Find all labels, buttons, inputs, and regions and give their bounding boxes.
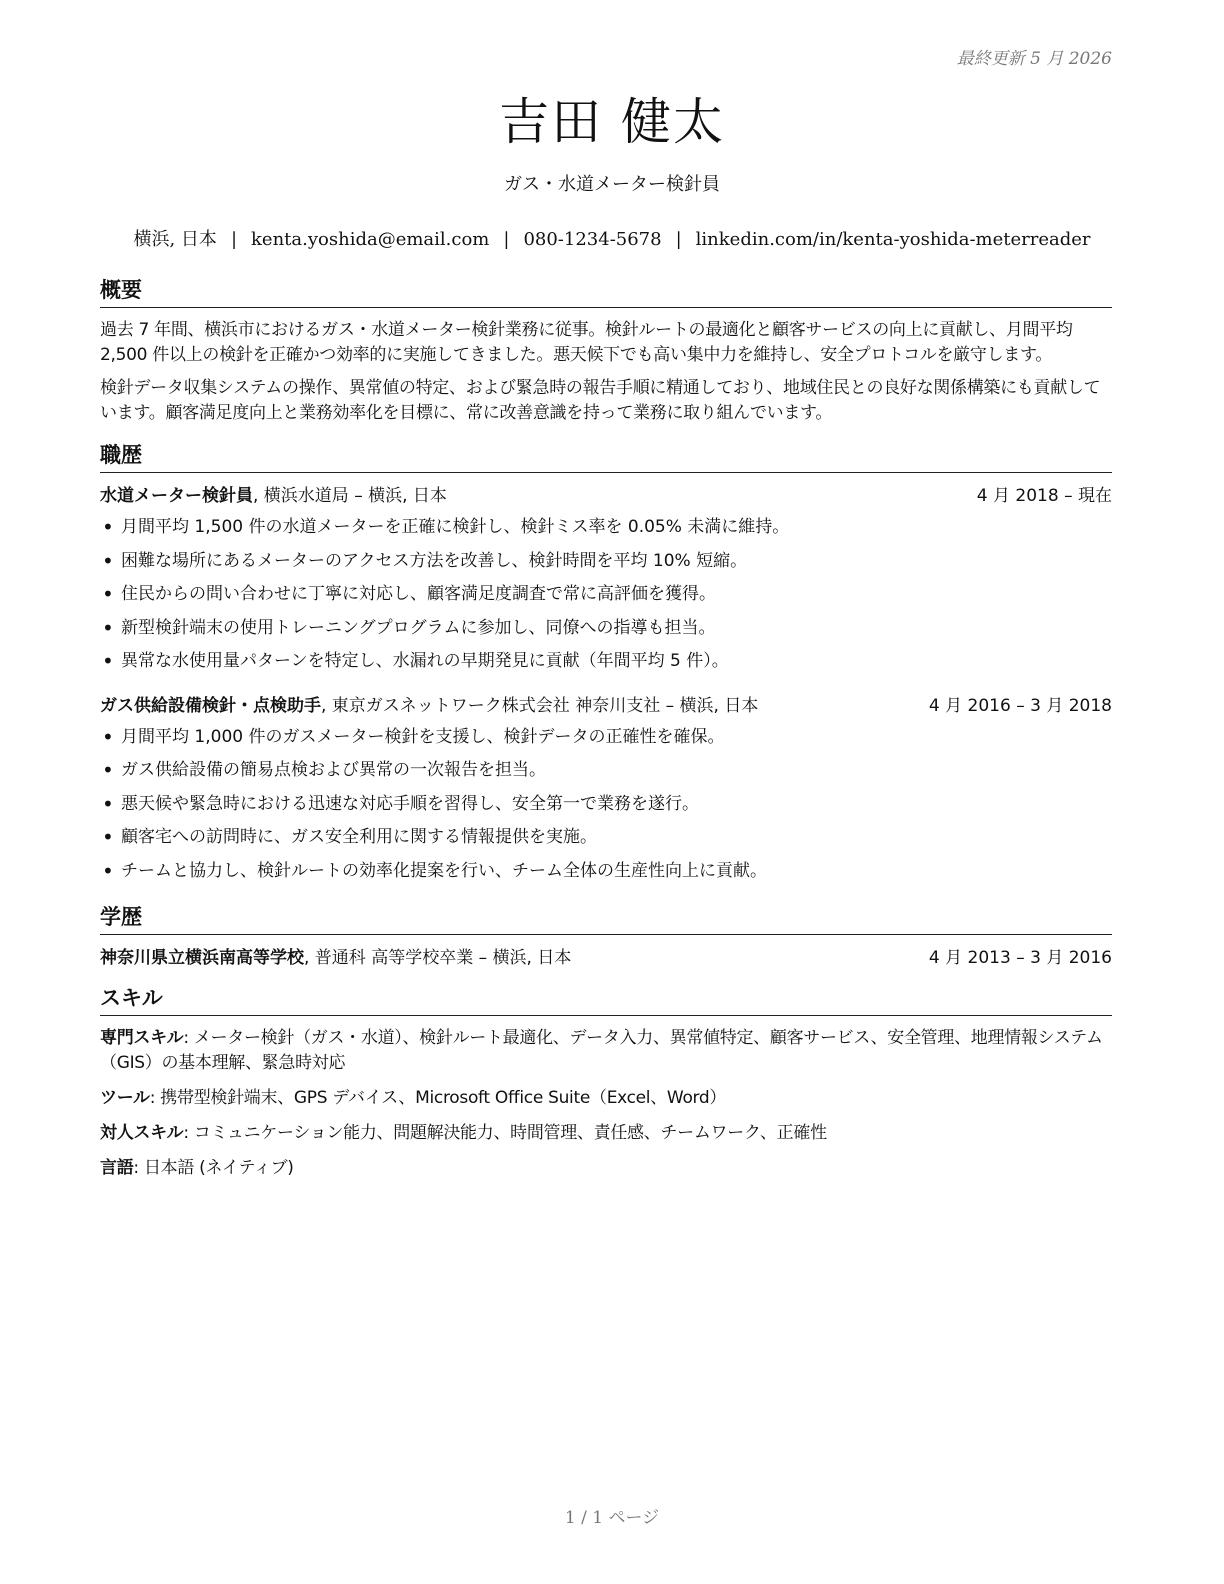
contact-separator: | (675, 229, 682, 250)
resume-body (100, 275, 1112, 1191)
skill-label: 言語 (100, 1158, 134, 1178)
job-bullet: • 住民からの問い合わせに丁寧に対応し、顧客満足度調査で常に高評価を獲得。 (100, 578, 1112, 612)
contact-email[interactable]: kenta.yoshida@email.com (251, 229, 490, 250)
candidate-name: 吉田 健太 (499, 93, 725, 151)
skill-value: : 携帯型検針端末、GPS デバイス、Microsoft Office Suite（Excel、Word） (149, 1088, 727, 1108)
job-org: , 横浜水道局 – 横浜, 日本 (253, 486, 447, 506)
job-position: 水道メーター検針員 (100, 486, 253, 506)
skill-label: 専門スキル (100, 1028, 184, 1048)
job-bullet: • 新型検針端末の使用トレーニングプログラムに参加し、同僚への指導も担当。 (100, 612, 1112, 646)
job-entry (100, 483, 1112, 679)
summary-paragraph: 過去 7 年間、横浜市におけるガス・水道メーター検針業務に従事。検針ルートの最適化と顧客サービスの向上に貢献し、月間平均 2,500 件以上の検針を正確かつ効率的に実施してきました。悪天候下でも高い集中力を維持し、安全プロトコルを厳守します。 (100, 320, 1073, 365)
contact-phone[interactable]: 080-1234-5678 (523, 229, 662, 250)
skill-value: : メーター検針（ガス・水道）、検針ルート最適化、データ入力、異常値特定、顧客サービス、安全管理、地理情報システム（GIS）の基本理解、緊急時対応 (100, 1028, 1103, 1073)
job-bullet: • 月間平均 1,500 件の水道メーターを正確に検針し、検針ミス率を 0.05% 未満に維持。 (100, 511, 1112, 545)
skill-line (100, 1026, 1112, 1076)
job-bullet: • ガス供給設備の簡易点検および異常の一次報告を担当。 (100, 754, 1112, 788)
job-bullets (100, 511, 1112, 679)
job-bullet: • 異常な水使用量パターンを特定し、水漏れの早期発見に貢献（年間平均 5 件）。 (100, 645, 1112, 679)
education-entry (100, 945, 1112, 971)
section-title-summary: 概要 (100, 275, 1112, 308)
job-header (100, 483, 1112, 509)
contact-location: 横浜, 日本 (133, 229, 217, 250)
job-dates: 4 月 2018 – 現在 (976, 486, 1112, 506)
summary-paragraph: 検針データ収集システムの操作、異常値の特定、および緊急時の報告手順に精通しており、地域住民との良好な関係構築にも貢献しています。顧客満足度向上と業務効率化を目標に、常に改善意識を持って業務に取り組んでいます。 (100, 378, 1101, 423)
job-bullet: • 月間平均 1,000 件のガスメーター検針を支援し、検針データの正確性を確保。 (100, 721, 1112, 755)
page-indicator: 1 / 1 ページ (564, 1508, 660, 1528)
section-title-experience: 職歴 (100, 440, 1112, 473)
job-bullet: • 困難な場所にあるメーターのアクセス方法を改善し、検針時間を平均 10% 短縮。 (100, 545, 1112, 579)
skill-value: : コミュニケーション能力、問題解決能力、時間管理、責任感、チームワーク、正確性 (183, 1123, 827, 1143)
section-title-skills: スキル (100, 983, 1112, 1016)
job-org: , 東京ガスネットワーク株式会社 神奈川支社 – 横浜, 日本 (321, 695, 759, 716)
section-title-education: 学歴 (100, 902, 1112, 935)
job-position: ガス供給設備検針・点検助手 (100, 695, 321, 716)
contact-linkedin[interactable]: linkedin.com/in/kenta-yoshida-meterreader (695, 229, 1091, 250)
skill-label: ツール (100, 1088, 150, 1108)
contact-line (0, 225, 1224, 251)
skill-value: : 日本語 (ネイティブ) (133, 1158, 294, 1178)
job-entry (100, 693, 1112, 889)
education-dates: 4 月 2013 – 3 月 2016 (928, 948, 1112, 968)
job-bullet: • 顧客宅への訪問時に、ガス安全利用に関する情報提供を実施。 (100, 821, 1112, 855)
job-header (100, 693, 1112, 719)
education-school: 神奈川県立横浜南高等学校 (100, 948, 304, 968)
job-title: ガス・水道メーター検針員 (504, 174, 720, 195)
skill-line (100, 1156, 1112, 1181)
job-bullet: • チームと協力し、検針ルートの効率化提案を行い、チーム全体の生産性向上に貢献。 (100, 855, 1112, 889)
skill-line (100, 1086, 1112, 1111)
job-dates: 4 月 2016 – 3 月 2018 (928, 695, 1112, 716)
last-updated: 最終更新 5 月 2026 (956, 49, 1112, 69)
contact-separator: | (230, 229, 238, 250)
skill-label: 対人スキル (100, 1123, 184, 1143)
job-bullet: • 悪天候や緊急時における迅速な対応手順を習得し、安全第一で業務を遂行。 (100, 788, 1112, 822)
skill-line (100, 1121, 1112, 1146)
education-detail: , 普通科 高等学校卒業 – 横浜, 日本 (304, 948, 572, 968)
contact-separator: | (503, 229, 510, 250)
job-bullets (100, 721, 1112, 889)
